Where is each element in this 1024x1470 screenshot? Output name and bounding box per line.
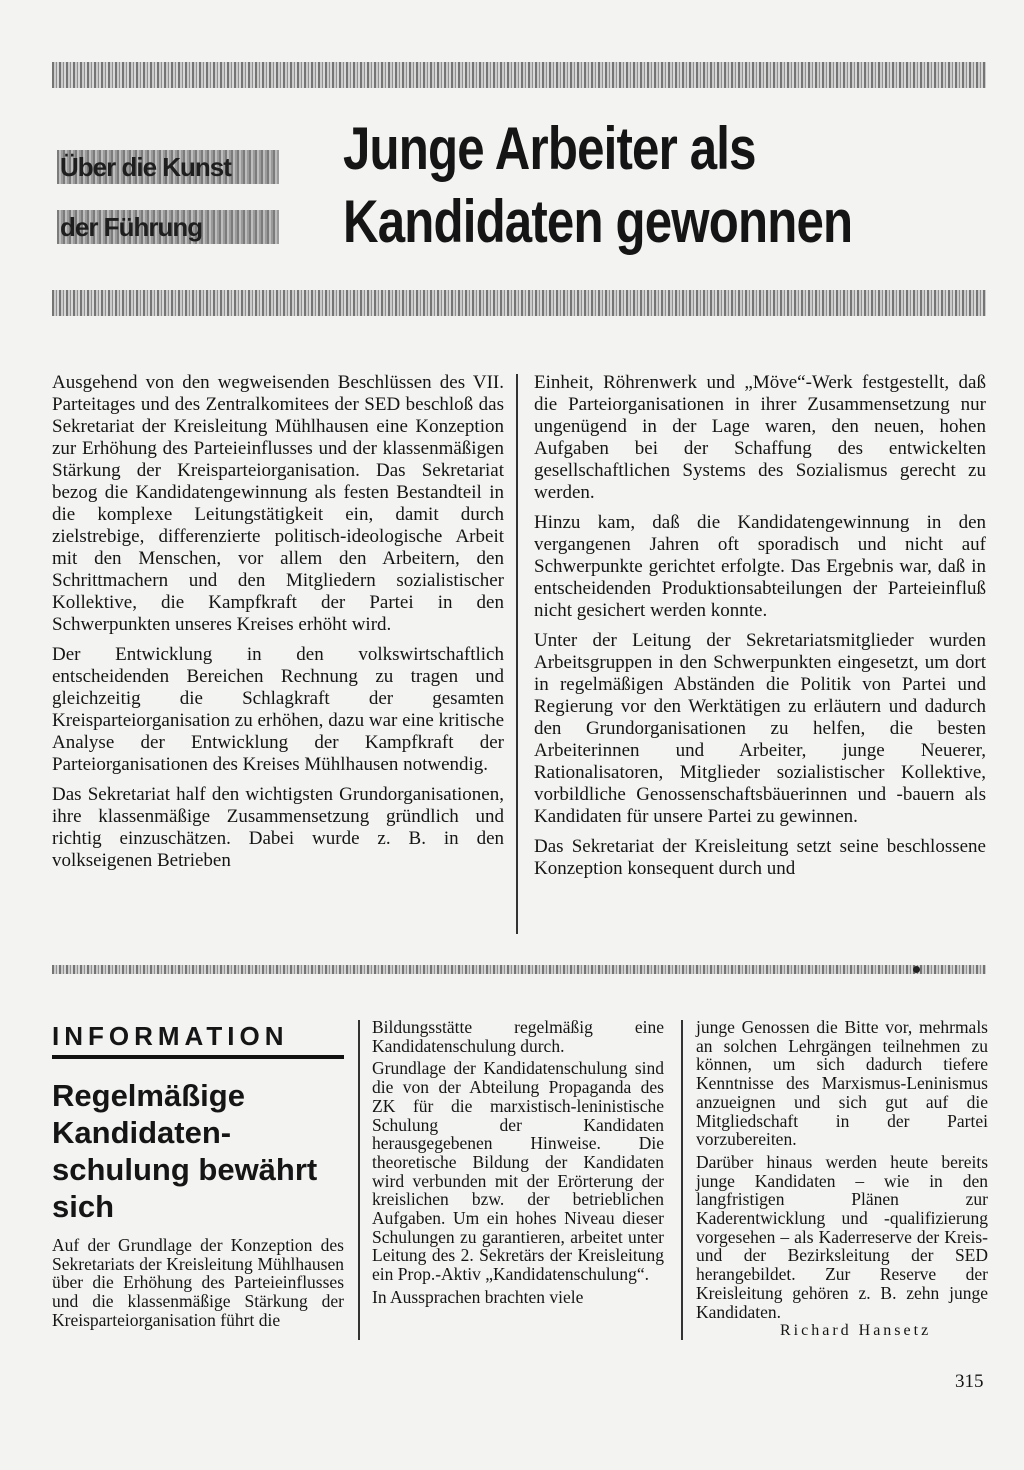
paragraph: Darüber hinaus werden heute bereits junge Kandidaten – wie in den langfristigen Plänen zur Kaderentwicklung und -qualifizierung vorgesehen – als Kaderreserve der Kreis- und der Bezirksleitung der SED herangebildet. Zur Reserve der Kreisleitung gehören z. B. zehn junge Kandidaten. [696,1151,988,1322]
headline [343,112,884,258]
article-column-2 [534,372,986,880]
top-hatch-bar [52,62,986,88]
page-number: 315 [955,1371,984,1392]
info-column-3 [696,1018,988,1321]
paragraph: Hinzu kam, daß die Kandidatengewinnung in den vergangenen Jahren oft sporadisch und nicht auf Schwerpunkte gerichtet erfolgte. Das Ergebnis war, daß in entscheidenden Produktionsabteilungen der Parteieinfluß nicht gesichert werden konnte. [534,512,986,621]
author-signature: Richard Hansetz [780,1322,932,1339]
paragraph: Ausgehend von den wegweisenden Beschlüssen des VII. Parteitages und des Zentralkomitees der SED beschloß das Sekretariat der Kreisleitung Mühlhausen eine Konzeption zur Erhöhung des Parteieinflusses und der klassenmäßigen Stärkung der Kreisparteiorganisation. Das Sekretariat bezog die Kandidatengewinnung als festen Bestandteil in die komplexe Leitungstätigkeit ein, damit durch zielstrebige, differenzierte politisch-ideologische Arbeit mit den Menschen, vor allem den Arbeitern, den Schrittmachern und den Mitgliedern sozialistischer Kollektive, die Kampfkraft der Partei in den Schwerpunkten unseres Kreises erhöht wird. [52,372,504,635]
kicker-line-1: Über die Kunst [57,150,279,184]
paragraph: Das Sekretariat half den wichtigsten Grundorganisationen, ihre klassenmäßige Zusammensetzung gründlich und richtig einzuschätzen. Dabei wurde z. B. in den volkseigenen Betrieben [52,784,504,871]
paragraph: Unter der Leitung der Sekretariatsmitglieder wurden Arbeitsgruppen in den Schwerpunkten eingesetzt, um dort in regelmäßigen Abständen die Politik von Partei und Regierung vor den Werktätigen zu erläutern und dadurch den Grundorganisationen zu helfen, die besten Arbeiterinnen und Arbeiter, junge Neuerer, Rationalisatoren, Mitglieder sozialistischer Kollektive, vorbildliche Genossenschaftsbäuerinnen und -bauern als Kandidaten für unsere Partei zu gewinnen. [534,630,986,827]
header-bottom-hatch-bar [52,290,986,316]
decorative-dot [913,966,920,973]
headline-line-1: Junge Arbeiter als [343,115,756,182]
paragraph: Einheit, Röhrenwerk und „Möve“-Werk festgestellt, daß die Parteiorganisationen in ihrer Zusammensetzung nur ungenügend in der Lage waren, den neuen, hohen Aufgaben bei der Schaffung des entwickelten gesellschaftlichen Systems des Sozialismus gerecht zu werden. [534,372,986,503]
paragraph: In Aussprachen brachten viele [372,1286,584,1307]
section-separator-bar [52,965,986,974]
paragraph: Auf der Grundlage der Konzeption des Sekretariats der Kreisleitung Mühlhausen über die Erhöhung des Parteieinflusses und die klassenmäßige Stärkung der Kreisparteiorganisation führt die [52,1235,344,1330]
headline-line-2: Kandidaten gewonnen [343,188,853,255]
paragraph: junge Genossen die Bitte vor, mehrmals an solchen Lehrgängen teilnehmen zu können, um sich dadurch tiefere Kenntnisse des Marxismus-Leninismus anzueignen und sich gut auf die Mitgliedschaft in der Partei vorzubereiten. [696,1017,988,1150]
paragraph: Grundlage der Kandidatenschulung sind die von der Abteilung Propaganda des ZK für die marxistisch-leninistische Schulung der Kandidaten herausgegebenen Hinweise. Die theoretische Bildung der Kandidaten wird verbunden mit der Erörterung der kreislichen bzw. der betrieblichen Aufgaben. Um ein hohes Niveau dieser Schulungen zu garantieren, arbeitet unter Leitung des 2. Sekretärs der Kreisleitung ein Prop.-Aktiv „Kandidatenschulung“. [372,1058,664,1285]
article-column-1 [52,372,504,872]
column-divider [516,374,518,934]
info-column-2 [372,1018,664,1307]
info-divider-2 [681,1020,683,1340]
info-column-1 [52,1236,344,1330]
paragraph: Das Sekretariat der Kreisleitung setzt seine beschlossene Konzeption konsequent durch und [534,836,986,879]
paragraph: Der Entwicklung in den volkswirtschaftlich entscheidenden Bereichen Rechnung zu tragen und gleichzeitig die Schlagkraft der gesamten Kreisparteiorganisation zu erhöhen, dazu war eine kritische Analyse der Entwicklung der Kampfkraft der Parteiorganisationen des Kreises Mühlhausen notwendig. [52,644,504,775]
paragraph: Bildungsstätte regelmäßig eine Kandidatenschulung durch. [372,1017,664,1056]
info-title: Regelmäßige Kandidatenschulung bewährt sich [52,1078,318,1224]
kicker-line-2: der Führung [57,210,279,244]
info-divider-1 [358,1020,360,1340]
information-label: INFORMATION [52,1021,344,1059]
